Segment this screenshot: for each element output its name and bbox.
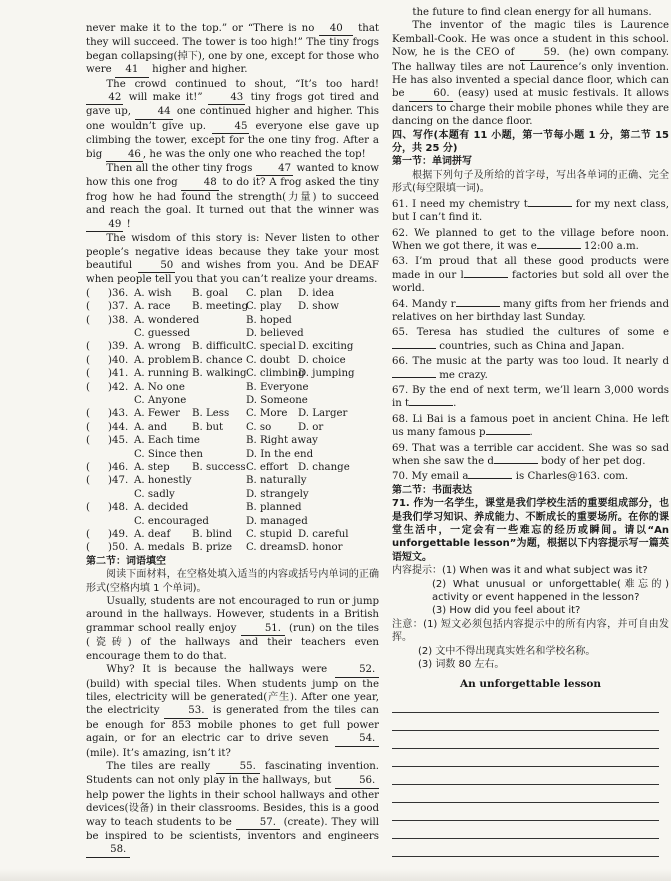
answer-bracket[interactable]: ( [86, 354, 90, 366]
option-number: )42. [108, 381, 129, 393]
option-b[interactable]: B. blind [192, 529, 233, 541]
passage-fill-p4: The inventor of the magic tiles is Laurence Kemball-Cook. He was once a student in this school. Now, he is the CEO of 59. (he) own company. The hallway tiles are not Laurence’s only invention. He has also invented a special dance floor, which can be 60. (easy) used at music festivals. It allows dancers to charge their mobile phones while they are dancing on the dance floor. [392, 20, 669, 128]
answer-70[interactable] [468, 478, 512, 479]
option-c[interactable]: B. Everyone [246, 381, 309, 393]
answer-bracket[interactable]: ( [86, 502, 90, 514]
option-b[interactable]: B. but [192, 421, 224, 433]
option-number: )50. [108, 542, 129, 554]
option-number: )45. [108, 435, 129, 447]
option-d[interactable]: D. change [298, 462, 350, 473]
option-c[interactable]: D. believed [246, 327, 304, 339]
blank-40[interactable]: 40 [319, 22, 353, 36]
blank-45[interactable]: 45 [212, 120, 249, 134]
option-number: )44. [108, 421, 129, 433]
section-4-1-title: 第一节：单词拼写 [392, 156, 472, 168]
option-c[interactable]: C. so [246, 421, 272, 433]
writing-line[interactable] [392, 785, 659, 803]
hint-3: (3) How did you feel about it? [432, 605, 581, 617]
option-row [86, 541, 379, 554]
passage-fill-p1: Usually, students are not encouraged to run or jump around in the hallways. However, students in a British grammar school really enjoy 51. (run) on the tiles (瓷砖) of the hallways and their teachers even encourage them to do that. [86, 596, 379, 662]
option-c[interactable]: B. Right away [246, 435, 318, 447]
option-c[interactable]: C. play [246, 301, 282, 313]
option-number [108, 448, 134, 461]
section-4-1-instructions: 根据下列句子及所给的首字母，写出各单词的正确、完全形式(每空限填一词)。 [392, 169, 669, 195]
option-number [108, 488, 134, 501]
passage-cloze-p4: The wisdom of this story is: Never listen to other people’s negative ideas because they take your most beautiful 50 and wishes from you. And be DEAF when people tell you that you can’t realize your dreams. [86, 233, 379, 286]
option-a[interactable]: A. No one [134, 381, 185, 393]
answer-bracket[interactable]: ( [86, 381, 90, 393]
answer-69[interactable] [494, 463, 538, 464]
answer-bracket[interactable]: ( [86, 542, 90, 554]
notes: 注意：(1) 短文必须包括内容提示中的所有内容，并可自由发挥。 [392, 618, 670, 644]
writing-line[interactable] [392, 839, 659, 857]
blank-49[interactable]: 49 [86, 218, 123, 232]
option-c[interactable]: B. planned [246, 502, 302, 514]
option-row [86, 327, 379, 340]
question-71: 71. 作为一名学生，课堂是我们学校生活的重要组成部分，也是我们学习知识、养成能力、不断成长的重要场所。在你的课堂生活中，一定会有一些难忘的经历或瞬间。请以“An unforgettable lesson”为题，根据以下内容提示写一篇英语短文。 [392, 498, 669, 563]
answer-bracket[interactable]: ( [86, 529, 90, 541]
option-row [86, 461, 379, 474]
option-number: )49. [108, 529, 129, 541]
option-b[interactable]: B. Less [192, 408, 230, 420]
option-a[interactable]: C. encouraged [134, 515, 209, 527]
option-number [108, 515, 134, 528]
hint-2: (2) What unusual or unforgettable(难忘的) activity or event happened in the lesson? [432, 578, 669, 604]
option-c[interactable]: C. stupid [246, 529, 293, 541]
blank-55[interactable]: 55. [216, 760, 260, 774]
essay-title: An unforgettable lesson [459, 677, 602, 690]
option-a[interactable]: A. wondered [134, 314, 200, 326]
option-row [86, 421, 379, 434]
option-row [86, 340, 379, 353]
option-row [86, 367, 379, 380]
answer-bracket[interactable]: ( [86, 462, 90, 473]
passage-cloze-p3: Then all the other tiny frogs 47 wanted to know how this one frog 48 to do it? A frog asked the tiny frog how he had found the strength(力量) to succeed and reach the goal. It turned out that the winner was 49 ! [86, 162, 379, 232]
essay-writing-area[interactable] [392, 695, 669, 857]
option-d[interactable]: D. choice [298, 354, 346, 366]
blank-57[interactable]: 57. [236, 816, 280, 830]
blank-60[interactable]: 60. [409, 87, 453, 101]
blank-47[interactable]: 47 [256, 162, 293, 176]
blank-52[interactable]: 52. [335, 663, 379, 677]
question-66: 66. The music at the party was too loud. It nearly d me crazy. [392, 356, 669, 381]
option-c[interactable]: B. hoped [246, 314, 292, 326]
option-number: )41. [108, 368, 129, 380]
page-bottom-edge [0, 869, 671, 881]
option-a[interactable]: C. Since then [134, 448, 203, 460]
option-row [86, 287, 379, 300]
option-a[interactable]: A. medals [134, 542, 185, 554]
answer-bracket[interactable]: ( [86, 435, 90, 447]
writing-line[interactable] [392, 767, 659, 785]
blank-54[interactable]: 54. [335, 732, 379, 746]
answer-bracket [86, 327, 108, 340]
option-row [86, 488, 379, 501]
section-4-2-title: 第二节：书面表达 [392, 484, 472, 496]
option-row [86, 354, 379, 367]
question-63: 63. I’m proud that all these good products were made in our l factories but sold all over the world. [392, 256, 669, 295]
option-a[interactable]: C. sadly [134, 488, 175, 500]
option-a[interactable]: C. Anyone [134, 394, 187, 406]
question-67: 67. By the end of next term, we’ll learn 3,000 words in t . [392, 384, 669, 410]
option-d[interactable]: D. idea [298, 287, 335, 299]
passage-fill-p2: Why? It is because the hallways were 52. (build) with special tiles. When students jump on the tiles, electricity will be generated(产生). After one year, the electricity 53. is generated from the tiles can be enough for 853 mobile phones to get full power again, or for an electric car to drive seven 54. (mile). It’s amazing, isn’t it? [86, 664, 379, 759]
writing-line[interactable] [392, 821, 659, 839]
option-a[interactable]: A. wish [134, 287, 172, 299]
blank-59[interactable]: 59. [520, 46, 564, 60]
option-row [86, 448, 379, 461]
answer-65[interactable] [392, 348, 436, 349]
option-a[interactable]: A. honestly [134, 475, 192, 487]
option-b[interactable]: B. success [192, 462, 246, 473]
answer-63[interactable] [464, 277, 508, 278]
writing-line[interactable] [392, 803, 659, 821]
answer-bracket[interactable]: ( [86, 314, 90, 326]
writing-line[interactable] [392, 695, 659, 713]
option-row [86, 474, 379, 487]
option-a[interactable]: A. race [134, 301, 171, 313]
option-number: )36. [108, 287, 129, 299]
section-2-title: 第二节：词语填空 [86, 555, 166, 567]
answer-bracket[interactable]: ( [86, 368, 90, 380]
question-68: 68. Li Bai is a famous poet in ancient China. He left us many famous p . [392, 413, 669, 439]
blank-46[interactable]: 46 [106, 148, 143, 162]
blank-44[interactable]: 44 [135, 105, 172, 119]
blank-48[interactable]: 48 [181, 176, 218, 190]
question-61: 61. I need my chemistry t for my next class, but I can’t find it. [392, 198, 669, 224]
answer-64[interactable] [456, 306, 500, 307]
option-a[interactable]: C. guessed [134, 327, 191, 339]
answer-bracket[interactable]: ( [86, 287, 90, 299]
section-4-title: 四、写作(本题有 11 小题，第一节每小题 1 分，第二节 15 分，共 25 分) [392, 129, 669, 155]
option-c[interactable]: C. plan [246, 287, 283, 299]
writing-line[interactable] [392, 713, 659, 731]
question-64: 64. Mandy r many gifts from her friends and relatives on her birthday last Sunday. [392, 298, 669, 323]
blank-51[interactable]: 51. [241, 622, 285, 636]
right-column [388, 0, 671, 857]
option-number: )43. [108, 408, 129, 420]
option-number: )46. [108, 462, 129, 473]
option-number: )47. [108, 475, 129, 487]
question-65: 65. Teresa has studied the cultures of some e countries, such as China and Japan. [392, 327, 669, 352]
option-b[interactable]: B. meeting [192, 301, 249, 313]
option-row [86, 515, 379, 528]
answer-67[interactable] [409, 405, 453, 406]
option-c[interactable]: C. climbing [246, 368, 305, 380]
option-a[interactable]: A. step [134, 462, 170, 473]
blank-43[interactable]: 43 [208, 91, 245, 105]
option-a[interactable]: A. and [134, 421, 167, 433]
option-a[interactable]: A. running [134, 368, 189, 380]
answer-bracket [86, 515, 108, 528]
option-number: )39. [108, 341, 129, 353]
option-number: )48. [108, 502, 129, 514]
option-a[interactable]: A. decided [134, 502, 189, 514]
section-2-instructions: 阅读下面材料，在空格处填入适当的内容或括号内单词的正确形式(空格内填 1 个单词)。 [86, 569, 379, 594]
option-number: )40. [108, 354, 129, 366]
option-d[interactable]: D. Larger [298, 408, 348, 420]
answer-bracket[interactable]: ( [86, 341, 90, 353]
answer-bracket [86, 394, 108, 407]
option-c[interactable]: D. Someone [246, 394, 308, 406]
option-c[interactable]: C. effort [246, 462, 289, 473]
option-b[interactable]: B. goal [192, 287, 228, 299]
answer-bracket[interactable]: ( [86, 421, 90, 433]
blank-58[interactable]: 58. [86, 843, 130, 857]
option-row [86, 501, 379, 514]
option-c[interactable]: D. strangely [246, 488, 309, 500]
option-c[interactable]: C. dreams [246, 542, 299, 554]
option-row [86, 407, 379, 420]
question-62: 62. We planned to get to the village before noon. When we got there, it was e 12:00 a.m. [392, 227, 669, 252]
question-69: 69. That was a terrible car accident. She was so sad when she saw the d body of her pet dog. [392, 442, 669, 467]
option-d[interactable]: D. show [298, 301, 339, 313]
passage-fill-p3-cont: the future to find clean energy for all humans. [412, 7, 652, 18]
option-d[interactable]: D. exciting [298, 341, 354, 353]
answer-bracket[interactable]: ( [86, 475, 90, 487]
option-row [86, 528, 379, 541]
option-row [86, 314, 379, 327]
option-c[interactable]: C. More [246, 408, 288, 420]
option-c[interactable]: C. doubt [246, 354, 290, 366]
option-row [86, 300, 379, 313]
writing-line[interactable] [392, 731, 659, 749]
answer-68[interactable] [486, 434, 530, 435]
option-c[interactable]: D. managed [246, 515, 308, 527]
option-b[interactable]: B. difficult [192, 341, 246, 353]
option-d[interactable]: D. or [298, 421, 324, 433]
passage-cloze-p2: The crowd continued to shout, “It’s too hard! 42 will make it!” 43 tiny frogs got tired and gave up, 44 one continued higher and higher. This one wouldn’t give up. 45 everyone else gave up climbing the tower, except for the one tiny frog. After a big 46 , he was the only one who reached the top! [86, 78, 379, 162]
option-c[interactable]: D. In the end [246, 448, 314, 460]
option-b[interactable]: B. prize [192, 542, 233, 554]
answer-61[interactable] [528, 206, 572, 207]
blank-42[interactable]: 42 [86, 91, 123, 105]
option-a[interactable]: A. Each time [134, 435, 200, 447]
answer-bracket [86, 448, 108, 461]
blank-53[interactable]: 53. [164, 704, 208, 718]
option-a[interactable]: A. wrong [134, 341, 181, 353]
option-c[interactable]: C. special [246, 341, 296, 353]
option-d[interactable]: D. jumping [298, 368, 355, 380]
option-number: )38. [108, 314, 129, 326]
note-3: (3) 词数 80 左右。 [418, 659, 505, 671]
option-b[interactable]: B. walking [192, 368, 247, 380]
option-number [108, 327, 134, 340]
option-b[interactable]: B. chance [192, 354, 243, 366]
blank-41[interactable]: 41 [115, 63, 149, 77]
note-2: (2) 文中不得出现真实姓名和学校名称。 [418, 645, 596, 657]
option-a[interactable]: A. Fewer [134, 408, 180, 420]
answer-bracket [86, 488, 108, 501]
answer-62[interactable] [537, 248, 581, 249]
blank-56[interactable]: 56. [335, 774, 379, 788]
writing-line[interactable] [392, 749, 659, 767]
cloze-options [86, 287, 379, 555]
option-row [86, 434, 379, 447]
answer-bracket[interactable]: ( [86, 301, 90, 313]
answer-66[interactable] [392, 377, 436, 378]
option-a[interactable]: A. problem [134, 354, 191, 366]
option-a[interactable]: A. deaf [134, 529, 171, 541]
option-row [86, 381, 379, 394]
option-d[interactable]: D. honor [298, 542, 343, 554]
option-number [108, 394, 134, 407]
option-d[interactable]: D. careful [298, 529, 349, 541]
hints: 内容提示：(1) When was it and what subject was it? [392, 565, 648, 577]
passage-cloze-p1: never make it to the top.” or “There is no 40 that they will succeed. The tower is too high!” The tiny frogs began collapsing(掉下), one by one, except for those who were 41 higher and higher. [86, 22, 379, 78]
option-number: )37. [108, 301, 129, 313]
question-70: 70. My email a is Charles@163. com. [392, 471, 629, 483]
blank-50[interactable]: 50 [138, 259, 175, 273]
option-row [86, 394, 379, 407]
option-c[interactable]: B. naturally [246, 475, 307, 487]
answer-bracket[interactable]: ( [86, 408, 90, 420]
passage-fill-p3: The tiles are really 55. fascinating invention. Students can not only play in the hallways, but 56. help power the lights in their school hallways and other devices(设备) in their classrooms. Besides, this is a good way to teach students to be 57. (create). They will be inspired to be scientists, inventors and engineers 58. [86, 760, 379, 858]
